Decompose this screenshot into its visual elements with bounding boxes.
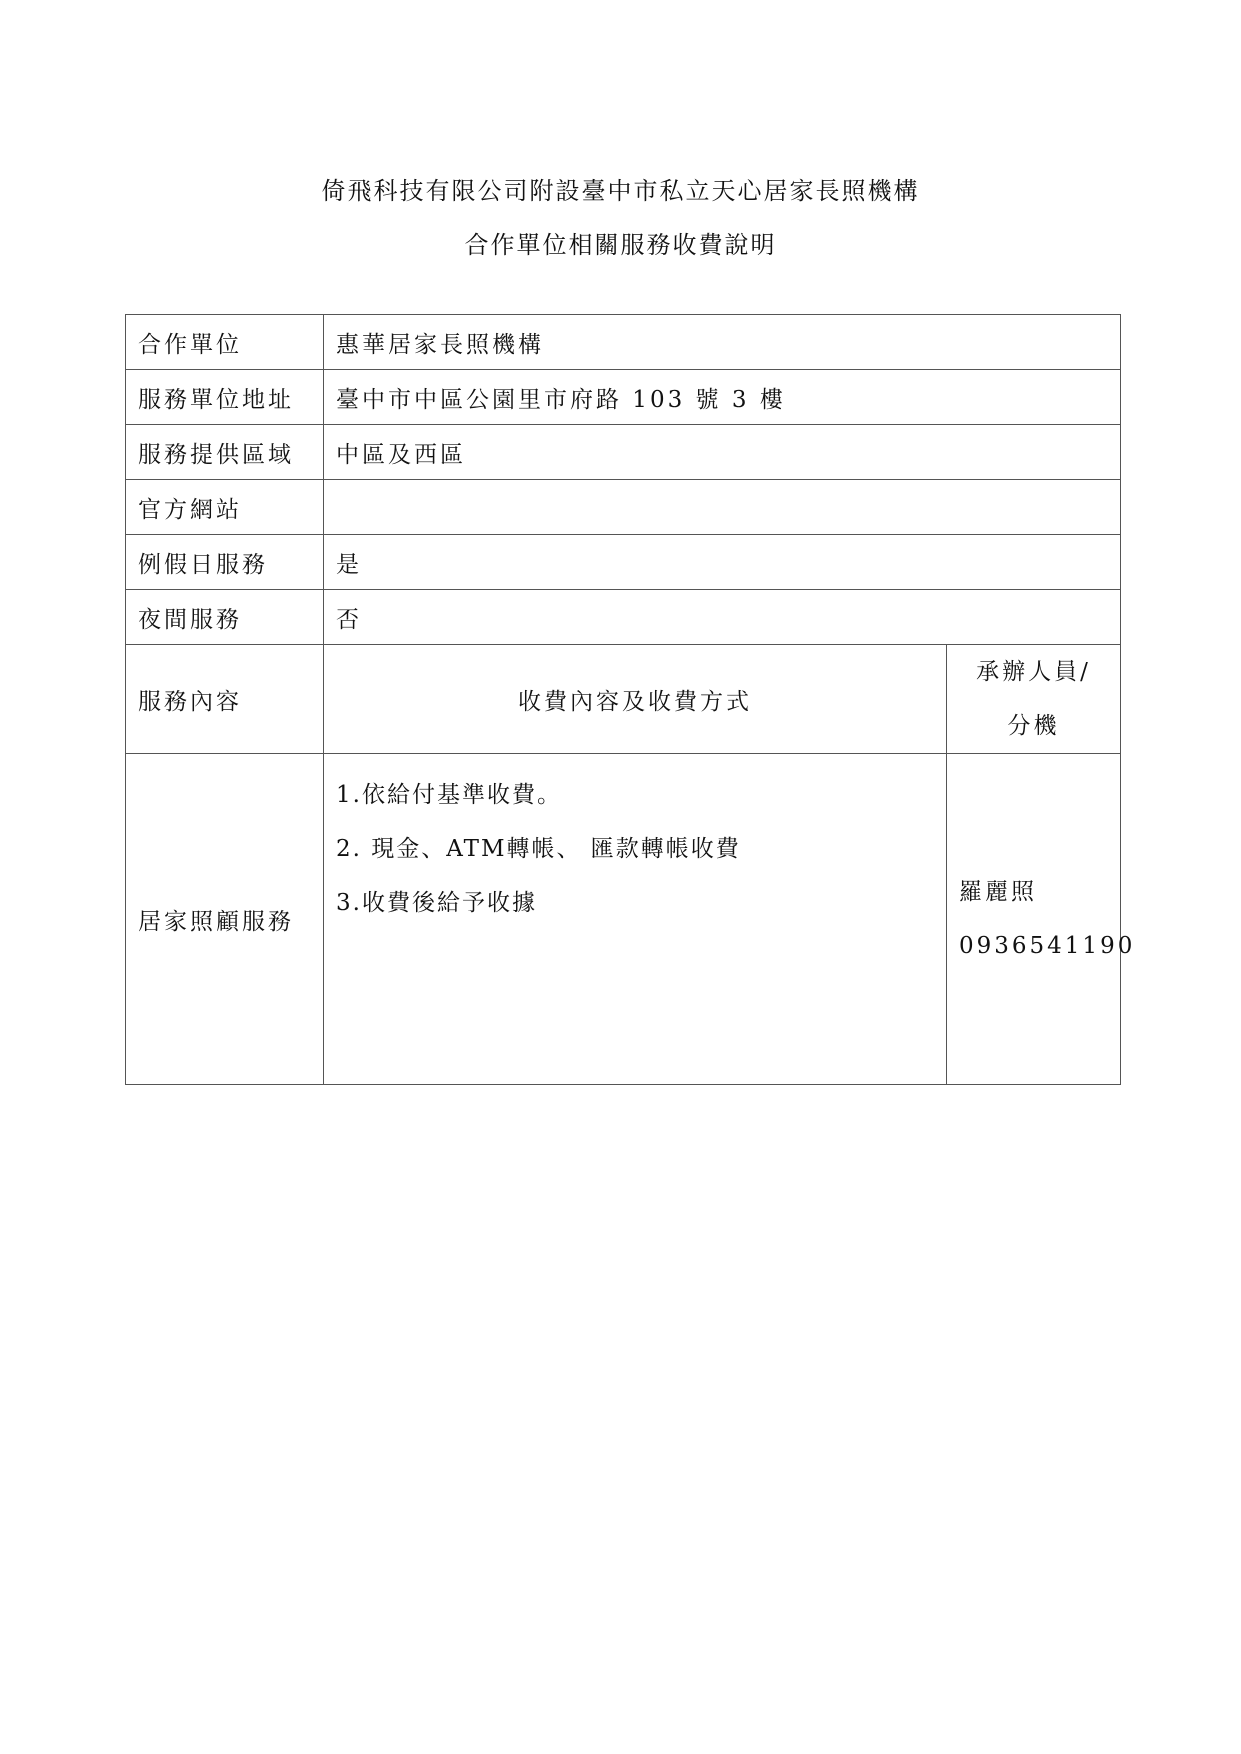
info-value: 否 — [324, 590, 1121, 645]
info-label: 例假日服務 — [126, 535, 324, 590]
fee-method-item: 3.收費後給予收據 — [336, 890, 537, 916]
info-row-address — [126, 370, 1121, 425]
fee-method-item: 2. 現金、ATM轉帳、 匯款轉帳收費 — [336, 836, 741, 862]
contact-phone: 0936541190 — [959, 933, 1136, 959]
service-column-header: 服務內容 — [126, 645, 324, 754]
service-info-table — [125, 314, 1136, 1085]
fee-method-list — [324, 754, 947, 1085]
fee-column-header: 收費內容及收費方式 — [324, 645, 947, 754]
fee-table-header-row — [126, 645, 1121, 754]
fee-table-body-row — [126, 754, 1121, 1085]
info-value — [324, 480, 1121, 535]
info-label: 服務單位地址 — [126, 370, 324, 425]
document-title: 倚飛科技有限公司附設臺中市私立天心居家長照機構 — [321, 177, 920, 205]
info-row-area — [126, 425, 1121, 480]
contact-column-header — [947, 645, 1121, 754]
fee-method-item: 1.依給付基準收費。 — [336, 782, 562, 808]
document-subtitle: 合作單位相關服務收費說明 — [464, 231, 777, 259]
info-value: 臺中市中區公園里市府路 103 號 3 樓 — [324, 370, 1121, 425]
info-value: 中區及西區 — [324, 425, 1121, 480]
contact-header-line: 分機 — [1007, 713, 1060, 739]
contact-cell — [947, 754, 1136, 1085]
info-row-partner — [126, 315, 1121, 370]
info-row-holiday — [126, 535, 1121, 590]
info-label: 官方網站 — [126, 480, 324, 535]
contact-name: 羅麗照 — [959, 879, 1037, 905]
info-row-website — [126, 480, 1121, 535]
info-label: 服務提供區域 — [126, 425, 324, 480]
info-value: 惠華居家長照機構 — [324, 315, 1121, 370]
contact-header-line: 承辦人員/ — [976, 659, 1091, 685]
service-name: 居家照顧服務 — [126, 754, 324, 1085]
info-label: 合作單位 — [126, 315, 324, 370]
info-row-night — [126, 590, 1121, 645]
info-label: 夜間服務 — [126, 590, 324, 645]
info-value: 是 — [324, 535, 1121, 590]
